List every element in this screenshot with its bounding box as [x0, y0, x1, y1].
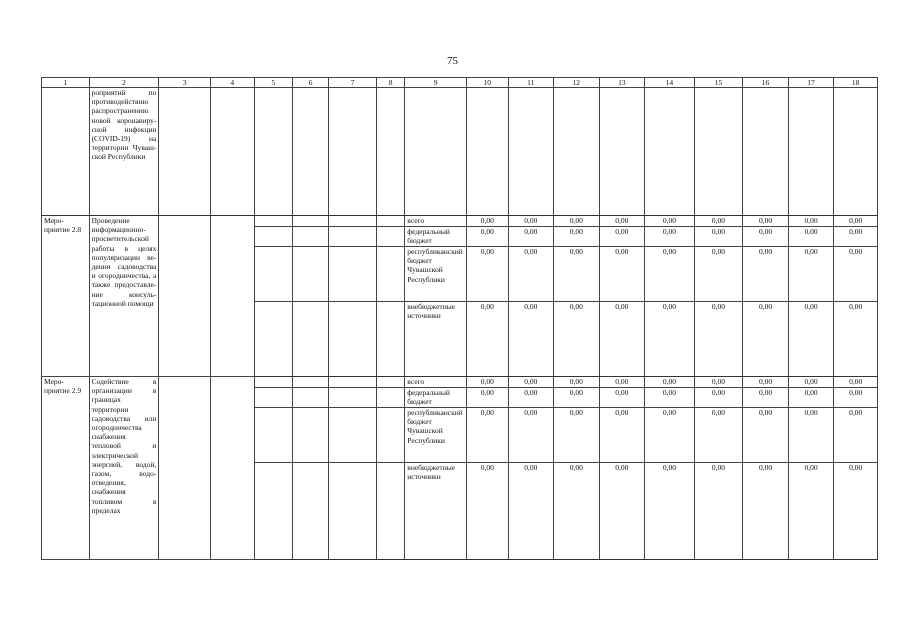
cell-empty [788, 88, 834, 216]
cell-empty [159, 216, 211, 377]
cell-empty [376, 377, 404, 388]
funding-source: федеральный бюджет [405, 227, 467, 247]
value-cell: 0,00 [834, 216, 878, 227]
value-cell: 0,00 [645, 247, 695, 302]
measure-label: Мероприятие 2.9 [42, 377, 90, 560]
value-cell: 0,00 [743, 227, 789, 247]
col-header: 11 [508, 78, 554, 88]
cell-empty [254, 463, 292, 560]
cell-empty [376, 408, 404, 463]
cell-empty [254, 388, 292, 408]
funding-source: республиканский бюджет Чувашской Республики [405, 408, 467, 463]
value-cell: 0,00 [694, 302, 743, 377]
cell-empty [211, 88, 255, 216]
cell-empty [329, 302, 377, 377]
cell-empty [508, 88, 554, 216]
value-cell: 0,00 [467, 227, 508, 247]
col-header: 3 [159, 78, 211, 88]
value-cell: 0,00 [834, 377, 878, 388]
cell-empty [292, 88, 328, 216]
value-cell: 0,00 [743, 302, 789, 377]
value-cell: 0,00 [834, 247, 878, 302]
col-header: 2 [89, 78, 159, 88]
col-header: 5 [254, 78, 292, 88]
cell-empty [254, 408, 292, 463]
value-cell: 0,00 [599, 247, 645, 302]
measure-description: Содействие в организации в границах территории садоводства или огородничества снабжения тепловой и электрической энергией, водой, газом, водоотведения, снабжения топливом в пределах [89, 377, 159, 560]
value-cell: 0,00 [554, 463, 600, 560]
cell-empty [645, 88, 695, 216]
value-cell: 0,00 [645, 216, 695, 227]
funding-source: федеральный бюджет [405, 388, 467, 408]
col-header: 16 [743, 78, 789, 88]
value-cell: 0,00 [743, 247, 789, 302]
cell-empty [329, 227, 377, 247]
value-cell: 0,00 [788, 247, 834, 302]
cell-empty [834, 88, 878, 216]
cell-empty [159, 88, 211, 216]
value-cell: 0,00 [834, 388, 878, 408]
col-header: 12 [554, 78, 600, 88]
table-row [42, 216, 878, 227]
value-cell: 0,00 [599, 227, 645, 247]
cell-empty [292, 463, 328, 560]
col-header: 14 [645, 78, 695, 88]
value-cell: 0,00 [508, 463, 554, 560]
value-cell: 0,00 [508, 408, 554, 463]
value-cell: 0,00 [467, 408, 508, 463]
cell-empty [292, 302, 328, 377]
value-cell: 0,00 [467, 247, 508, 302]
cell-empty [405, 88, 467, 216]
value-cell: 0,00 [599, 302, 645, 377]
cell-empty [292, 227, 328, 247]
cell-empty [292, 377, 328, 388]
cell-empty [467, 88, 508, 216]
cell-empty [554, 88, 600, 216]
measure-label: Мероприятие 2.8 [42, 216, 90, 377]
value-cell: 0,00 [743, 377, 789, 388]
value-cell: 0,00 [645, 302, 695, 377]
cell-empty [376, 247, 404, 302]
cell-empty [376, 216, 404, 227]
cell-empty [254, 377, 292, 388]
value-cell: 0,00 [645, 377, 695, 388]
value-cell: 0,00 [508, 227, 554, 247]
value-cell: 0,00 [694, 388, 743, 408]
col-header: 6 [292, 78, 328, 88]
value-cell: 0,00 [788, 408, 834, 463]
cell-empty [329, 377, 377, 388]
value-cell: 0,00 [788, 388, 834, 408]
funding-source: внебюджетные источники [405, 302, 467, 377]
cell-empty [329, 463, 377, 560]
cell-empty [329, 88, 377, 216]
cell-empty [743, 88, 789, 216]
value-cell: 0,00 [788, 463, 834, 560]
value-cell: 0,00 [694, 463, 743, 560]
cell-empty [329, 408, 377, 463]
value-cell: 0,00 [467, 216, 508, 227]
value-cell: 0,00 [834, 408, 878, 463]
col-header: 1 [42, 78, 90, 88]
col-header: 4 [211, 78, 255, 88]
value-cell: 0,00 [467, 302, 508, 377]
col-header: 8 [376, 78, 404, 88]
value-cell: 0,00 [508, 388, 554, 408]
value-cell: 0,00 [743, 463, 789, 560]
funding-source: внебюджетные источники [405, 463, 467, 560]
value-cell: 0,00 [599, 463, 645, 560]
cell-empty [211, 216, 255, 377]
value-cell: 0,00 [508, 377, 554, 388]
value-cell: 0,00 [645, 227, 695, 247]
col-header: 9 [405, 78, 467, 88]
cell-empty [159, 377, 211, 560]
page-number: 75 [447, 55, 458, 67]
value-cell: 0,00 [834, 463, 878, 560]
value-cell: 0,00 [554, 377, 600, 388]
continuation-text: роприятий по противодействию распространению новой коронавирусной инфекции (COVID-19) на территории Чувашской Республики [89, 88, 159, 216]
col-header: 7 [329, 78, 377, 88]
value-cell: 0,00 [788, 377, 834, 388]
value-cell: 0,00 [645, 408, 695, 463]
value-cell: 0,00 [467, 463, 508, 560]
value-cell: 0,00 [467, 388, 508, 408]
value-cell: 0,00 [694, 247, 743, 302]
value-cell: 0,00 [599, 377, 645, 388]
value-cell: 0,00 [599, 388, 645, 408]
value-cell: 0,00 [554, 302, 600, 377]
cell-empty [376, 302, 404, 377]
value-cell: 0,00 [599, 408, 645, 463]
cell-empty [694, 88, 743, 216]
cell-empty [292, 408, 328, 463]
value-cell: 0,00 [788, 302, 834, 377]
cell-empty [254, 247, 292, 302]
cell-empty [254, 216, 292, 227]
value-cell: 0,00 [508, 247, 554, 302]
cell-empty [376, 388, 404, 408]
cell-empty [254, 227, 292, 247]
continuation-row [42, 88, 878, 216]
value-cell: 0,00 [743, 408, 789, 463]
value-cell: 0,00 [467, 377, 508, 388]
value-cell: 0,00 [554, 247, 600, 302]
cell-empty [292, 216, 328, 227]
cell-empty [254, 88, 292, 216]
cell-empty [376, 88, 404, 216]
value-cell: 0,00 [645, 388, 695, 408]
value-cell: 0,00 [743, 388, 789, 408]
column-number-row [42, 78, 878, 88]
value-cell: 0,00 [694, 227, 743, 247]
program-table [41, 77, 878, 560]
col-header: 17 [788, 78, 834, 88]
cell-empty [42, 88, 90, 216]
cell-empty [254, 302, 292, 377]
value-cell: 0,00 [694, 216, 743, 227]
col-header: 15 [694, 78, 743, 88]
cell-empty [376, 227, 404, 247]
value-cell: 0,00 [508, 302, 554, 377]
cell-empty [599, 88, 645, 216]
cell-empty [292, 388, 328, 408]
value-cell: 0,00 [645, 463, 695, 560]
value-cell: 0,00 [554, 216, 600, 227]
col-header: 10 [467, 78, 508, 88]
cell-empty [329, 216, 377, 227]
funding-source: всего [405, 377, 467, 388]
value-cell: 0,00 [834, 227, 878, 247]
cell-empty [211, 377, 255, 560]
value-cell: 0,00 [599, 216, 645, 227]
value-cell: 0,00 [694, 408, 743, 463]
cell-empty [292, 247, 328, 302]
cell-empty [329, 388, 377, 408]
value-cell: 0,00 [694, 377, 743, 388]
value-cell: 0,00 [834, 302, 878, 377]
value-cell: 0,00 [554, 227, 600, 247]
value-cell: 0,00 [554, 388, 600, 408]
value-cell: 0,00 [788, 216, 834, 227]
funding-source: всего [405, 216, 467, 227]
funding-source: республиканский бюджет Чувашской Республики [405, 247, 467, 302]
measure-description: Проведение информационно-просветительской работы в целях популяризации ведения садоводства и огородничества, а также предоставление консультационной помощи [89, 216, 159, 377]
cell-empty [329, 247, 377, 302]
cell-empty [376, 463, 404, 560]
value-cell: 0,00 [554, 408, 600, 463]
table-row [42, 377, 878, 388]
value-cell: 0,00 [508, 216, 554, 227]
col-header: 18 [834, 78, 878, 88]
value-cell: 0,00 [743, 216, 789, 227]
value-cell: 0,00 [788, 227, 834, 247]
col-header: 13 [599, 78, 645, 88]
